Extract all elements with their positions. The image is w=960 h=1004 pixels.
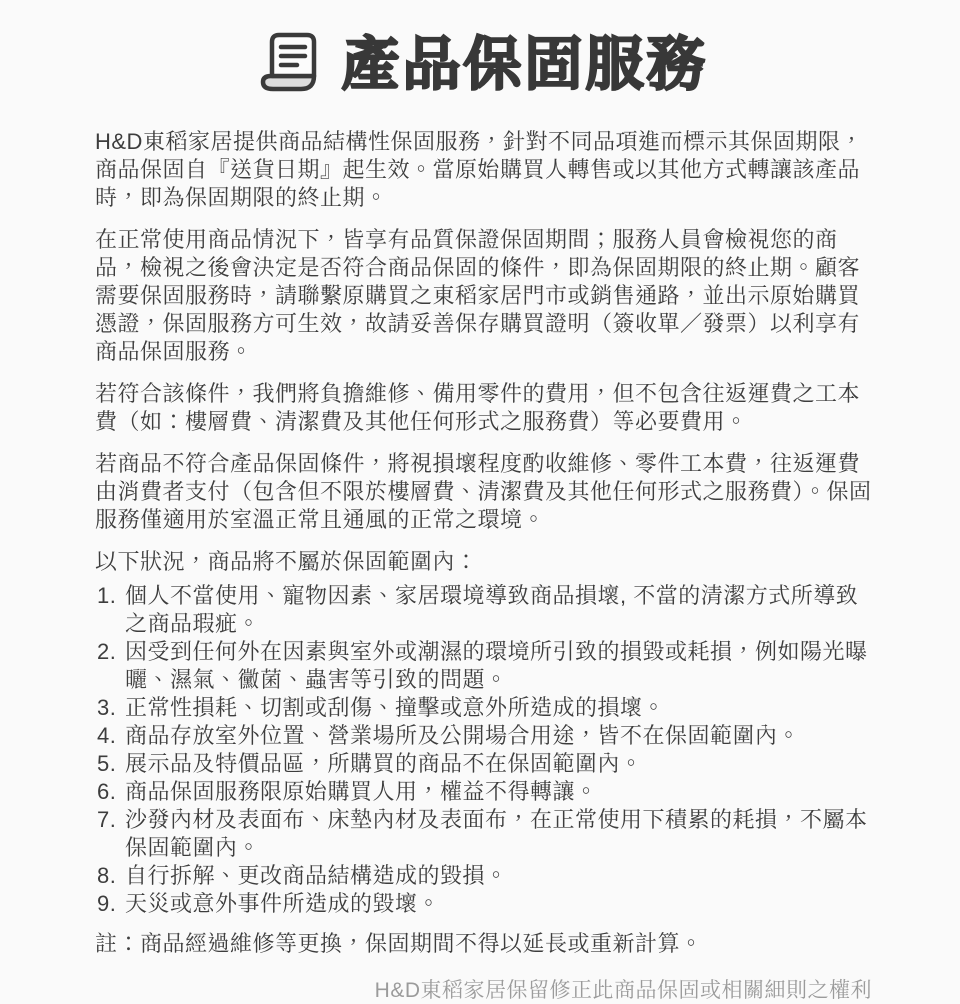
page-header xyxy=(95,24,872,106)
exclusions-intro: 以下狀況，商品將不屬於保固範圍內： xyxy=(95,549,478,574)
exclusion-item: 3. 正常性損耗、切割或刮傷、撞擊或意外所造成的損壞。 xyxy=(123,694,872,722)
warranty-inspection-paragraph: 在正常使用商品情況下，皆享有品質保證保固期間；服務人員會檢視您的商品，檢視之後會決定是否符合商品保固的條件，即為保固期限的終止期。顧客需要保固服務時，請聯繫原購買之東稻家居門市或銷售通路，並出示原始購買憑證，保固服務方可生效，故請妥善保存購買證明（簽收單／發票）以利享有商品保固服務。 xyxy=(95,227,861,364)
repair-note: 註：商品經過維修等更換，保固期間不得以延長或重新計算。 xyxy=(95,931,703,956)
exclusion-item: 1. 個人不當使用、寵物因素、家居環境導致商品損壞, 不當的清潔方式所導致之商品瑕疵。 xyxy=(123,582,872,638)
exclusion-item: 9. 天災或意外事件所造成的毀壞。 xyxy=(123,890,872,918)
warranty-scope-paragraph: H&D東稻家居提供商品結構性保固服務，針對不同品項進而標示其保固期限，商品保固自『送貨日期』起生效。當原始購買人轉售或以其他方式轉讓該產品時，即為保固期限的終止期。 xyxy=(95,129,863,210)
exclusion-item: 2. 因受到任何外在因素與室外或潮濕的環境所引致的損毀或耗損，例如陽光曝曬、濕氣、黴菌、蟲害等引致的問題。 xyxy=(123,638,872,694)
exclusion-item: 8. 自行拆解、更改商品結構造成的毀損。 xyxy=(123,862,872,890)
exclusion-item: 6. 商品保固服務限原始購買人用，權益不得轉讓。 xyxy=(123,778,872,806)
page-title: 產品保固服務 xyxy=(341,32,708,97)
footer-disclaimer: H&D東稻家居保留修正此商品保固或相關細則之權利 xyxy=(374,979,872,1002)
receipt-icon xyxy=(259,31,321,99)
non-covered-costs-paragraph: 若商品不符合產品保固條件，將視損壞程度酌收維修、零件工本費，往返運費由消費者支付（包含但不限於樓層費、清潔費及其他任何形式之服務費）。保固服務僅適用於室溫正常且通風的正常之環境。 xyxy=(95,451,872,532)
exclusion-item: 4. 商品存放室外位置、營業場所及公開場合用途，皆不在保固範圍內。 xyxy=(123,722,872,750)
exclusion-list xyxy=(95,582,872,918)
exclusion-item: 5. 展示品及特價品區，所購買的商品不在保固範圍內。 xyxy=(123,750,872,778)
covered-costs-paragraph: 若符合該條件，我們將負擔維修、備用零件的費用，但不包含往返運費之工本費（如：樓層費、清潔費及其他任何形式之服務費）等必要費用。 xyxy=(95,381,861,434)
exclusion-item: 7. 沙發內材及表面布、床墊內材及表面布，在正常使用下積累的耗損，不屬本保固範圍內。 xyxy=(123,806,872,862)
